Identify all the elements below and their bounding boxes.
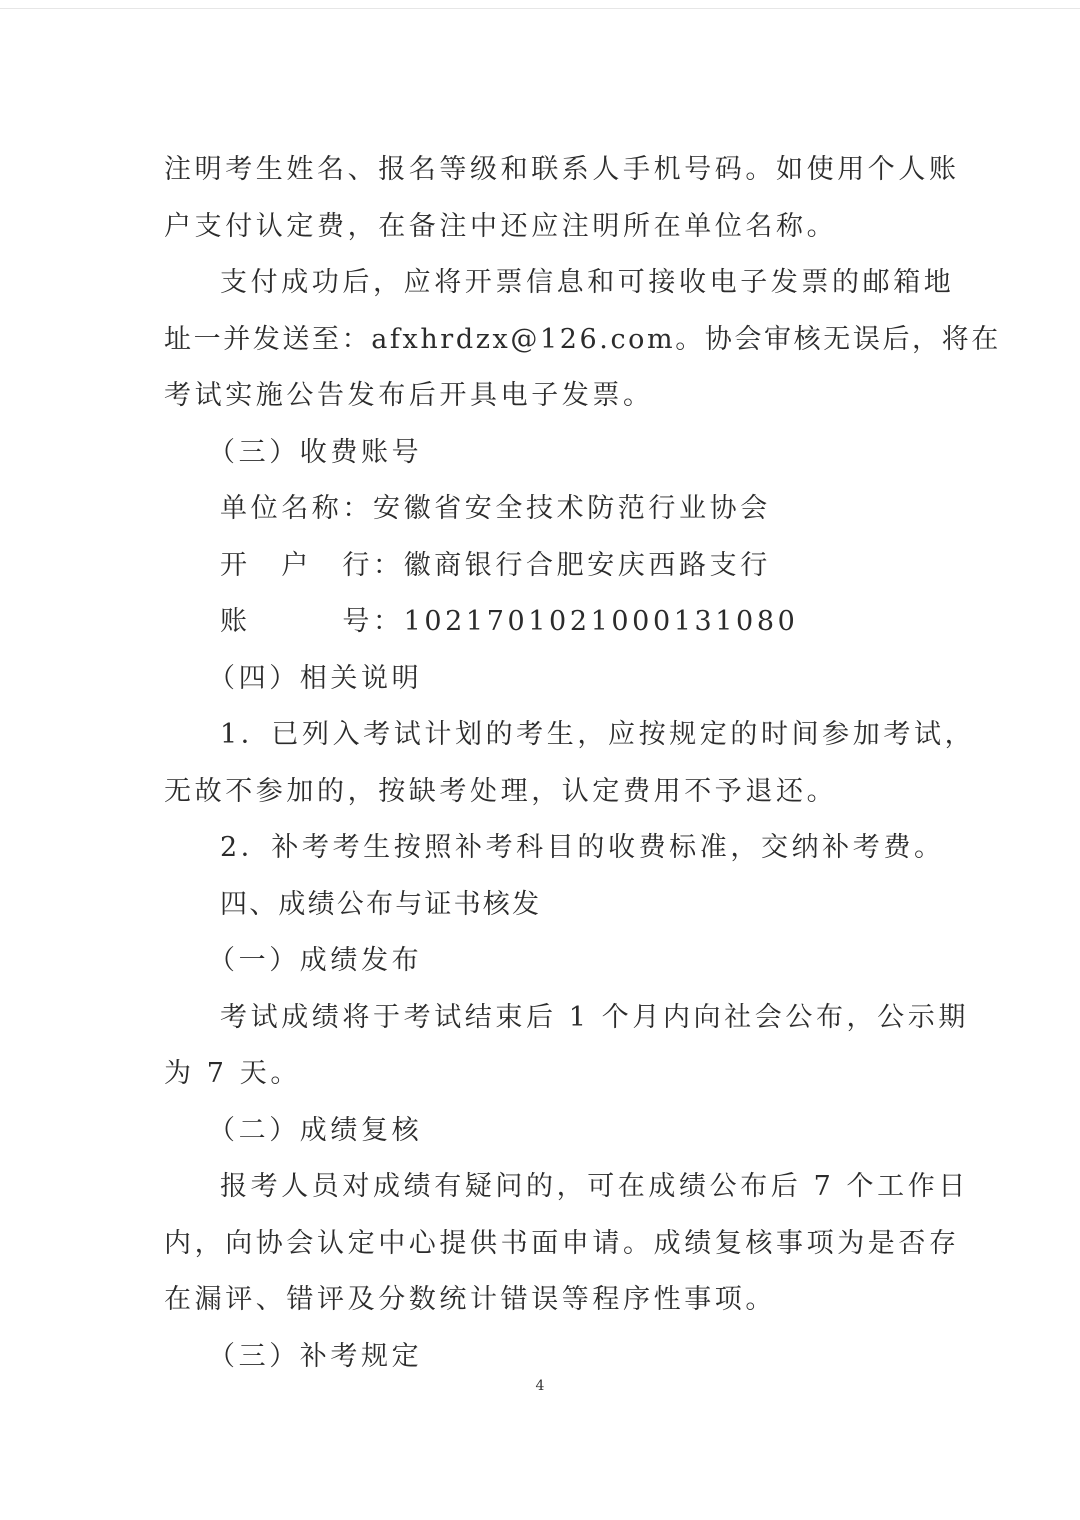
results-review-line-2: 内，向协会认定中心提供书面申请。成绩复核事项为是否存 [164,1227,960,1259]
note-item-2: 2．补考考生按照补考科目的收费标准，交纳补考费。 [220,832,945,863]
section-results-release-heading: （一）成绩发布 [208,945,423,976]
section-fee-account-heading: （三）收费账号 [208,436,423,468]
body-line-5: 考试实施公告发布后开具电子发票。 [164,380,654,411]
document-body [164,142,1001,1385]
top-border-line [0,8,1080,9]
results-release-line-2: 为 7 天。 [164,1058,301,1089]
section-makeup-rules-heading: （三）补考规定 [208,1340,423,1372]
results-release-line-1: 考试成绩将于考试结束后 1 个月内向社会公布，公示期 [220,1001,969,1033]
results-review-line-1: 报考人员对成绩有疑问的，可在成绩公布后 7 个工作日 [220,1171,969,1202]
page-number: 4 [535,1378,545,1394]
body-line-1: 注明考生姓名、报名等级和联系人手机号码。如使用个人账 [164,154,960,185]
body-line-3: 支付成功后，应将开票信息和可接收电子发票的邮箱地 [220,267,955,298]
results-review-line-3: 在漏评、错评及分数统计错误等程序性事项。 [164,1284,776,1315]
body-line-4: 址一并发送至：afxhrdzx@126.com。协会审核无误后，将在 [164,323,1001,355]
account-number: 账 号：1021701021000131080 [220,606,799,637]
chapter-heading-results: 四、成绩公布与证书核发 [220,888,542,920]
section-results-review-heading: （二）成绩复核 [208,1114,423,1146]
body-line-2: 户支付认定费，在备注中还应注明所在单位名称。 [164,210,838,242]
note-item-1-line-2: 无故不参加的，按缺考处理，认定费用不予退还。 [164,775,838,807]
account-unit-name: 单位名称：安徽省安全技术防范行业协会 [220,493,771,524]
note-item-1-line-1: 1．已列入考试计划的考生，应按规定的时间参加考试， [220,719,976,750]
account-bank: 开 户 行：徽商银行合肥安庆西路支行 [220,549,771,581]
section-notes-heading: （四）相关说明 [208,662,423,694]
